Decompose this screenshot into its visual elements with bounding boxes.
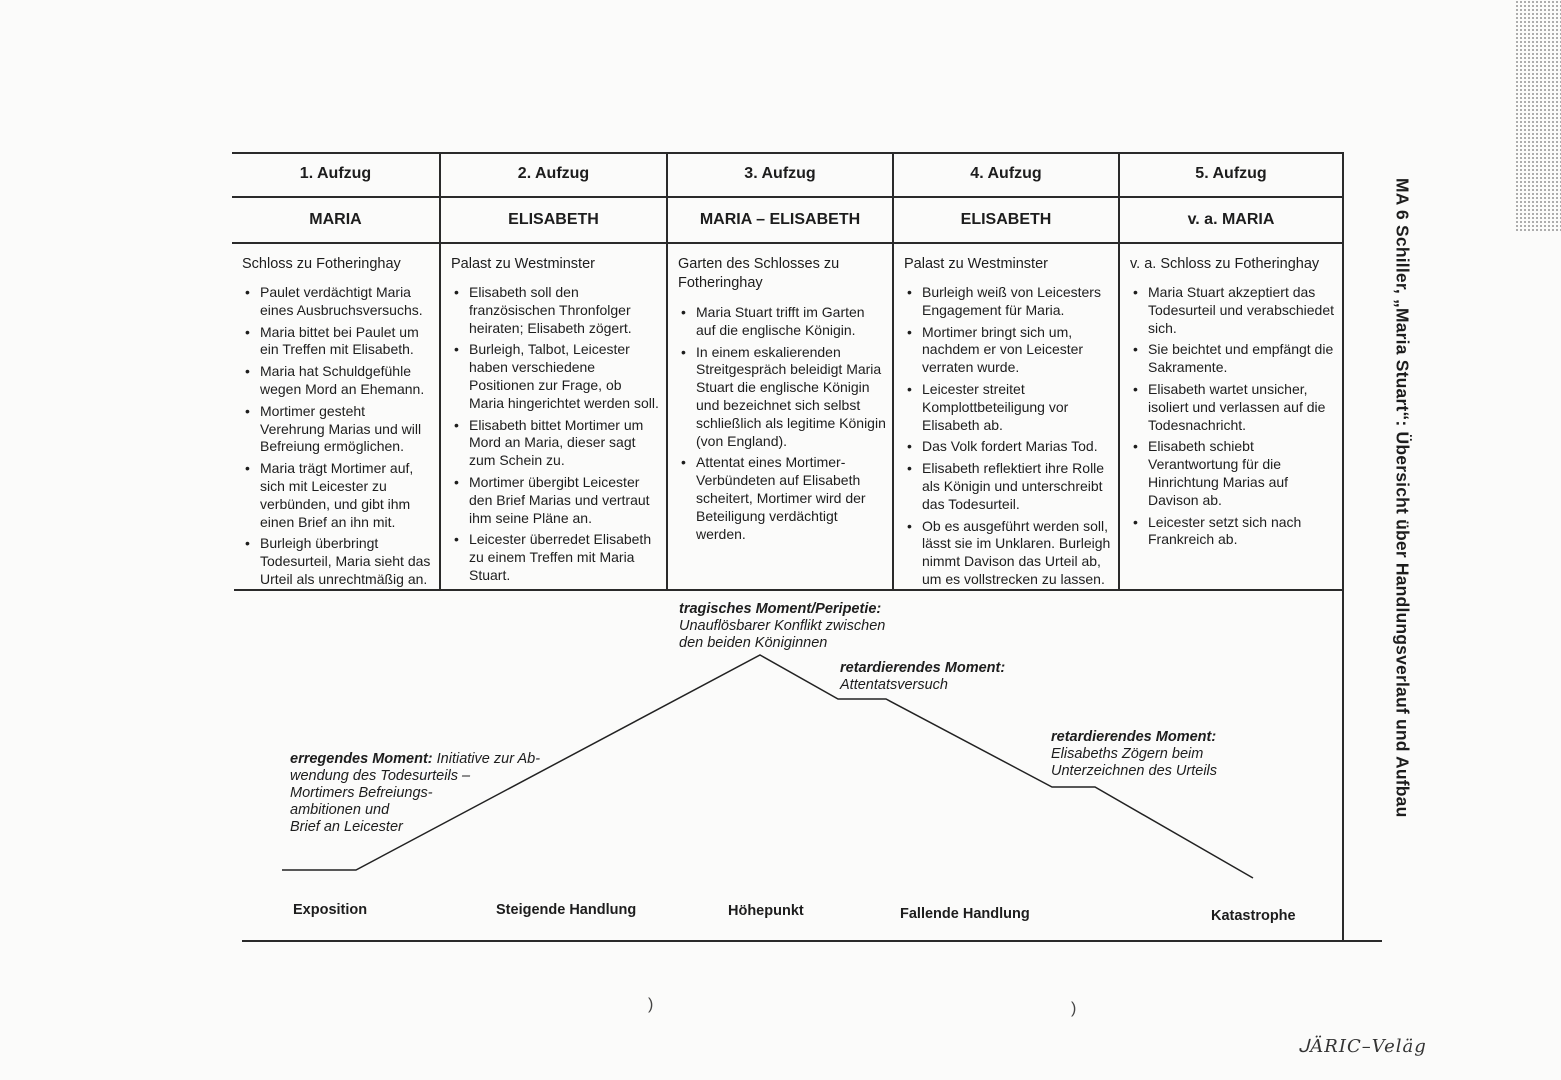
list-item: • Mortimer gesteht Verehrung Marias und will Befreiung ermöglichen. xyxy=(240,403,433,456)
list-item: • Elisabeth schiebt Verantwortung für die Hinrichtung Marias auf Davison ab. xyxy=(1128,438,1336,509)
erregend-text-line: Mortimers Befreiungs- xyxy=(290,785,433,801)
stage-label: Fallende Handlung xyxy=(900,906,1030,922)
list-item: • Burleigh überbringt Todesurteil, Maria sieht das Urteil als unrechtmäßig an. xyxy=(240,535,433,588)
scan-mark: ) xyxy=(648,996,654,1013)
list-item: • Mortimer bringt sich um, nachdem er von Leicester verraten wurde. xyxy=(902,324,1112,377)
handwritten-signature: ᒍÄRIC–Veläg xyxy=(1298,1036,1427,1057)
retard2-text-line: Elisabeths Zögern beim xyxy=(1051,746,1204,762)
list-item: • Paulet verdächtigt Maria eines Ausbruchsversuchs. xyxy=(240,284,433,320)
erregend-text-line: Initiative zur Ab- xyxy=(432,751,541,767)
list-item: • Leicester überredet Elisabeth zu einem Treffen mit Maria Stuart. xyxy=(449,531,660,584)
act-focus: v. a. MARIA xyxy=(1187,211,1275,228)
list-item: • Leicester setzt sich nach Frankreich ab. xyxy=(1128,514,1336,550)
list-item: • Attentat eines Mortimer-Verbündeten auf Elisabeth scheitert, Mortimer wird der Beteiligung verdächtigt werden. xyxy=(676,454,886,543)
act-focus: MARIA – ELISABETH xyxy=(699,211,861,228)
retard1-annotation xyxy=(840,660,1005,694)
erregend-annotation xyxy=(290,751,540,836)
erregend-text-line: ambitionen und xyxy=(290,802,390,818)
list-item: • Maria Stuart akzeptiert das Todesurteil und verabschiedet sich. xyxy=(1128,284,1336,337)
act-place: v. a. Schloss zu Fotheringhay xyxy=(1130,256,1320,272)
erregend-text-line: wendung des Todesurteils – xyxy=(290,768,471,784)
peripetie-text-line: Unauflösbarer Konflikt zwischen xyxy=(679,618,886,634)
list-item: • Burleigh weiß von Leicesters Engagement für Maria. xyxy=(902,284,1112,320)
list-item: • Mortimer übergibt Leicester den Brief Marias und vertraut ihm seine Pläne an. xyxy=(449,474,660,527)
act-heading: 3. Aufzug xyxy=(744,165,816,182)
list-item: • Das Volk fordert Marias Tod. xyxy=(902,438,1112,456)
retard1-text: Attentatsversuch xyxy=(840,677,948,693)
act-heading: 4. Aufzug xyxy=(970,165,1042,182)
list-item: • Elisabeth bittet Mortimer um Mord an Maria, dieser sagt zum Schein zu. xyxy=(449,417,660,470)
list-item: • Ob es ausgeführt werden soll, lässt sie im Unklaren. Burleigh nimmt Davison das Urteil ab, um es vollstrecken zu lassen. xyxy=(902,518,1112,589)
list-item: • Burleigh, Talbot, Leicester haben verschiedene Positionen zur Frage, ob Maria hingerichtet werden soll. xyxy=(449,341,660,412)
stage-label: Steigende Handlung xyxy=(496,902,637,918)
act-heading: 1. Aufzug xyxy=(299,165,372,182)
stage-label: Katastrophe xyxy=(1211,908,1296,924)
list-item: • Elisabeth reflektiert ihre Rolle als Königin und unterschreibt das Todesurteil. xyxy=(902,460,1112,513)
act-place: Palast zu Westminster xyxy=(904,256,1048,272)
erregend-label: erregendes Moment: xyxy=(290,751,433,767)
list-item: • Elisabeth wartet unsicher, isoliert und verlassen auf die Todesnachricht. xyxy=(1128,381,1336,434)
peripetie-annotation xyxy=(679,601,885,652)
act-place: Schloss zu Fotheringhay xyxy=(242,256,401,272)
side-title: MA 6 Schiller, „Maria Stuart“: Übersicht über Handlungsverlauf und Aufbau xyxy=(1392,178,1413,818)
retard1-label: retardierendes Moment: xyxy=(840,660,1006,676)
retard2-label: retardierendes Moment: xyxy=(1051,729,1217,745)
peripetie-text-line: den beiden Königinnen xyxy=(679,635,828,651)
stage-label: Höhepunkt xyxy=(728,903,804,919)
scan-mark: ) xyxy=(1071,1000,1077,1017)
list-item: • In einem eskalierenden Streitgespräch beleidigt Maria Stuart die englische Königin und bezeichnet sich selbst schließlich als legitime Königin (von England). xyxy=(676,344,886,451)
act-focus: ELISABETH xyxy=(508,211,599,228)
list-item: • Elisabeth soll den französischen Thronfolger heiraten; Elisabeth zögert. xyxy=(449,284,660,337)
retard2-text-line: Unterzeichnen des Urteils xyxy=(1051,763,1218,779)
list-item: • Maria trägt Mortimer auf, sich mit Leicester zu verbünden, und gibt ihm einen Brief an ihn mit. xyxy=(240,460,433,531)
stage-label: Exposition xyxy=(293,902,368,918)
list-item: • Maria Stuart trifft im Garten auf die englische Königin. xyxy=(676,304,886,340)
act-heading: 2. Aufzug xyxy=(517,165,590,182)
act-focus: MARIA xyxy=(309,211,362,228)
erregend-text-line: Brief an Leicester xyxy=(290,819,403,835)
act-place: Garten des Schlosses zu Fotheringhay xyxy=(678,256,840,291)
act-focus: ELISABETH xyxy=(960,211,1052,228)
retard2-annotation xyxy=(1051,729,1217,780)
peripetie-label: tragisches Moment/Peripetie: xyxy=(679,601,882,617)
list-item: • Maria bittet bei Paulet um ein Treffen mit Elisabeth. xyxy=(240,324,433,360)
list-item: • Leicester streitet Komplottbeteiligung vor Elisabeth ab. xyxy=(902,381,1112,434)
act-place: Palast zu Westminster xyxy=(451,256,595,272)
list-item: • Sie beichtet und empfängt die Sakramente. xyxy=(1128,341,1336,377)
act-heading: 5. Aufzug xyxy=(1195,165,1267,182)
list-item: • Maria hat Schuldgefühle wegen Mord an Ehemann. xyxy=(240,363,433,399)
